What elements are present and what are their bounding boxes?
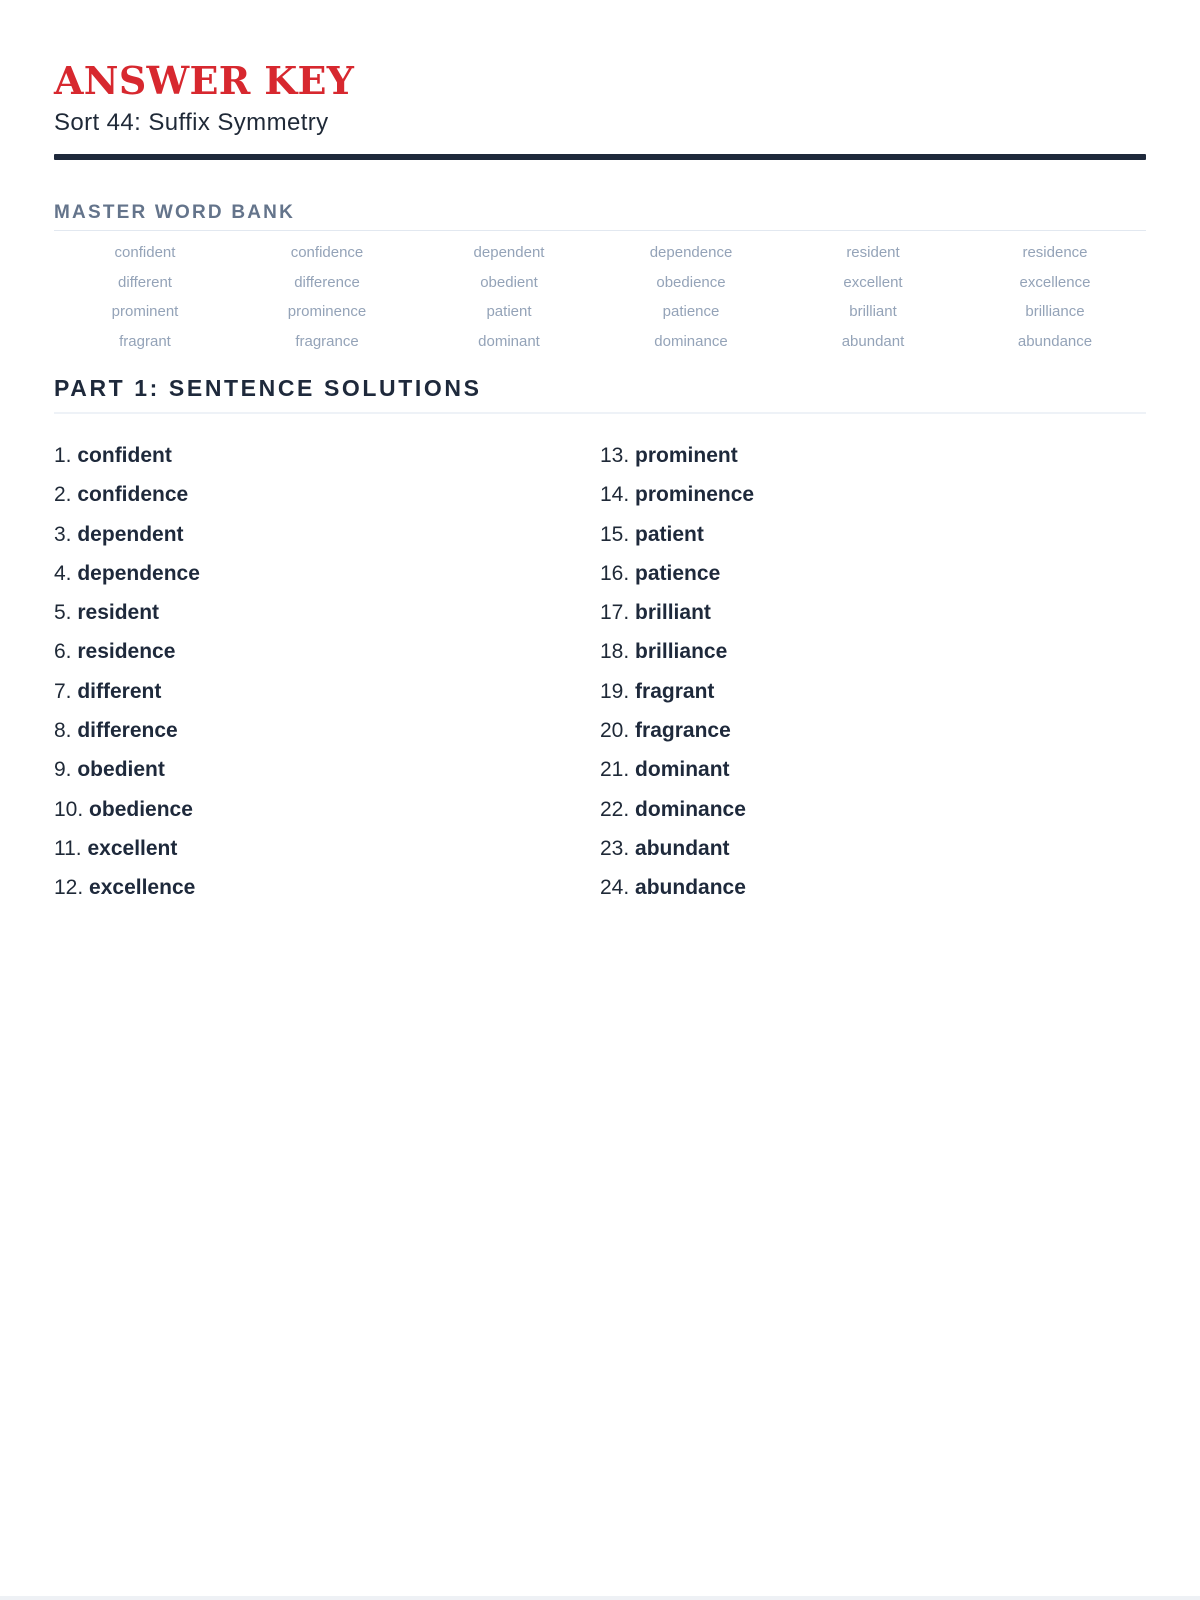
page-subtitle: Sort 44: Suffix Symmetry xyxy=(54,109,329,136)
answer-item xyxy=(54,436,600,475)
answer-item xyxy=(600,554,1146,593)
answer-item xyxy=(600,515,1146,554)
answer-word: resident xyxy=(77,601,160,625)
word-bank-word: dominant xyxy=(478,332,540,350)
answer-word: fragrant xyxy=(635,679,715,703)
answer-item xyxy=(600,593,1146,632)
word-bank-word: prominence xyxy=(287,303,367,320)
answer-number: 19. xyxy=(600,679,630,703)
word-bank-word: abundance xyxy=(1017,332,1093,350)
answer-word: dominant xyxy=(635,758,730,782)
word-bank-word: fragrance xyxy=(295,332,359,350)
answer-column-left xyxy=(54,436,600,908)
answer-word: excellent xyxy=(87,836,178,860)
answer-number: 23. xyxy=(600,836,630,860)
answer-number: 12. xyxy=(54,876,84,900)
word-bank-word: patience xyxy=(662,303,720,320)
answer-item xyxy=(600,750,1146,789)
answer-number: 21. xyxy=(600,758,630,782)
answer-item xyxy=(600,475,1146,514)
word-bank-word: fragrant xyxy=(119,332,171,350)
word-bank-word: brilliance xyxy=(1025,303,1085,320)
answer-number: 5. xyxy=(54,601,72,625)
answer-item xyxy=(54,790,600,829)
answer-item xyxy=(600,632,1146,671)
answer-word: brilliant xyxy=(635,601,711,625)
word-bank-word: residence xyxy=(1022,244,1088,261)
answer-number: 24. xyxy=(600,876,630,900)
answer-item xyxy=(54,554,600,593)
answer-item xyxy=(54,632,600,671)
word-bank-heading: MASTER WORD BANK xyxy=(54,202,296,223)
answer-word: dependent xyxy=(77,522,184,546)
answer-word: prominence xyxy=(635,483,755,507)
answer-word: dependence xyxy=(77,561,200,585)
answer-number: 6. xyxy=(54,640,72,664)
word-bank-word: excellent xyxy=(843,273,903,291)
answer-number: 18. xyxy=(600,640,630,664)
word-bank-word: confidence xyxy=(290,244,364,261)
word-bank-word: dependence xyxy=(649,244,733,261)
answer-item xyxy=(54,711,600,750)
answer-number: 20. xyxy=(600,719,630,743)
word-bank-word: confident xyxy=(114,244,176,261)
answer-item xyxy=(54,672,600,711)
word-bank-word: prominent xyxy=(111,303,179,320)
answer-number: 3. xyxy=(54,522,72,546)
page-title: ANSWER KEY xyxy=(54,58,355,103)
answer-number: 4. xyxy=(54,561,72,585)
word-bank-word: difference xyxy=(294,273,360,291)
answer-number: 9. xyxy=(54,758,72,782)
answer-item xyxy=(54,475,600,514)
answer-number: 11. xyxy=(54,836,82,860)
word-bank-word: dependent xyxy=(473,244,545,261)
word-bank-word: obedience xyxy=(656,273,726,291)
answer-word: patience xyxy=(635,561,721,585)
answer-number: 16. xyxy=(600,561,630,585)
answer-item xyxy=(54,829,600,868)
part1-heading: PART 1: SENTENCE SOLUTIONS xyxy=(54,375,482,401)
answer-word: obedience xyxy=(89,797,193,821)
word-bank-word: obedient xyxy=(480,273,538,291)
word-bank-word: patient xyxy=(486,303,532,320)
answer-item xyxy=(600,829,1146,868)
answer-word: fragrance xyxy=(635,719,731,743)
answer-item xyxy=(54,593,600,632)
answer-word: residence xyxy=(77,640,176,664)
answer-number: 2. xyxy=(54,483,72,507)
answer-list xyxy=(54,436,1146,908)
answer-item xyxy=(600,868,1146,907)
answer-column-right xyxy=(600,436,1146,908)
answer-item xyxy=(600,790,1146,829)
word-bank-word: different xyxy=(118,273,172,291)
answer-number: 15. xyxy=(600,522,630,546)
answer-word: dominance xyxy=(635,797,746,821)
header-divider xyxy=(54,154,1146,160)
answer-word: abundance xyxy=(635,876,746,900)
word-bank-grid xyxy=(54,231,1146,356)
answer-number: 17. xyxy=(600,601,630,625)
answer-word: prominent xyxy=(635,444,738,467)
part1-divider xyxy=(54,412,1146,414)
answer-number: 22. xyxy=(600,797,630,821)
answer-item xyxy=(54,868,600,907)
answer-number: 7. xyxy=(54,679,72,703)
word-bank-word: brilliant xyxy=(849,303,897,320)
answer-word: obedient xyxy=(77,758,165,782)
answer-word: difference xyxy=(77,719,178,743)
answer-number: 1. xyxy=(54,444,72,467)
word-bank-word: abundant xyxy=(841,332,905,350)
answer-item xyxy=(600,672,1146,711)
answer-item xyxy=(54,515,600,554)
word-bank-word: excellence xyxy=(1019,273,1091,291)
answer-item xyxy=(600,436,1146,475)
answer-word: confidence xyxy=(77,483,189,507)
answer-word: excellence xyxy=(89,876,196,900)
answer-item xyxy=(54,750,600,789)
answer-word: different xyxy=(77,679,162,703)
answer-number: 14. xyxy=(600,483,630,507)
answer-item xyxy=(600,711,1146,750)
word-bank-word: resident xyxy=(846,244,900,261)
answer-word: patient xyxy=(635,522,704,546)
answer-word: brilliance xyxy=(635,640,728,664)
answer-word: abundant xyxy=(635,836,730,860)
answer-number: 8. xyxy=(54,719,72,743)
word-bank-word: dominance xyxy=(654,332,728,350)
answer-number: 13. xyxy=(600,444,630,467)
answer-word: confident xyxy=(77,444,172,467)
answer-number: 10. xyxy=(54,797,84,821)
